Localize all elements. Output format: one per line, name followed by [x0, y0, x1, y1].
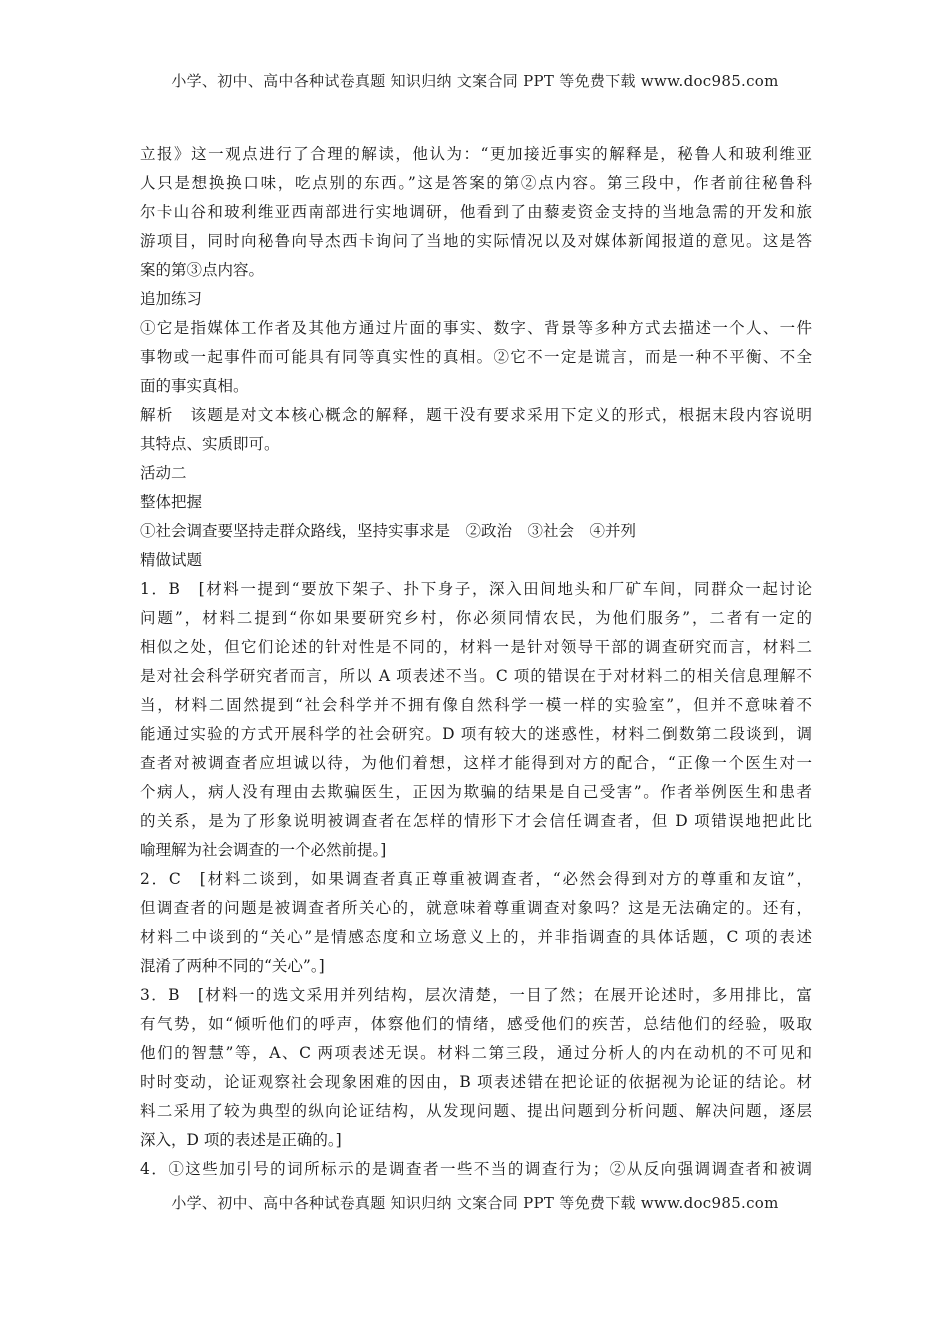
section-heading: 整体把握	[140, 493, 203, 511]
text-line: 事物或一起事件而可能具有同等真实性的真相。②它不一定是谎言，而是一种不平衡、不全	[140, 348, 812, 366]
text-line: 时时变动，论证观察社会现象困难的因由，B 项表述错在把论证的依据视为论证的结论。材	[140, 1073, 812, 1091]
text-line: 立报》这一观点进行了合理的解读，他认为：“更加接近事实的解释是，秘鲁人和玻利维亚	[140, 145, 812, 163]
text-line: 相似之处，但它们论述的针对性是不同的，材料一是针对领导干部的调查研究而言，材料二	[140, 638, 812, 656]
text-line: 有气势，如“倾听他们的呼声，体察他们的情绪，感受他们的疾苦，总结他们的经验，吸取	[140, 1015, 812, 1033]
text-line: 但调查者的问题是被调查者所关心的，就意味着尊重调查对象吗？这是无法确定的。还有，	[140, 899, 812, 917]
text-line: 他们的智慧”等，A、C 两项表述无误。材料二第三段，通过分析人的内在动机的不可见和	[140, 1044, 812, 1062]
text-line: 材料二中谈到的“关心”是情感态度和立场意义上的，并非指调查的具体话题，C 项的表述	[140, 928, 812, 946]
text-line: 游项目，同时向秘鲁向导杰西卡询问了当地的实际情况以及对媒体新闻报道的意见。这是答	[140, 232, 812, 250]
text-line: 面的事实真相。	[140, 377, 249, 395]
text-line: 3．B [材料一的选文采用并列结构，层次清楚，一目了然；在展开论述时，多用排比，富	[140, 986, 812, 1004]
text-line: 喻理解为社会调查的一个必然前提。]	[140, 841, 387, 859]
text-line: 4．①这些加引号的词所标示的是调查者一些不当的调查行为；②从反向强调调查者和被调	[140, 1160, 812, 1178]
section-heading: 追加练习	[140, 290, 203, 308]
text-line: 能通过实验的方式开展科学的社会研究。D 项有较大的迷惑性，材料二倒数第二段谈到，调	[140, 725, 812, 743]
text-line: 是对社会科学研究者而言，所以 A 项表述不当。C 项的错误在于对材料二的相关信息理解不	[140, 667, 812, 685]
page-header: 小学、初中、高中各种试卷真题 知识归纳 文案合同 PPT 等免费下载 www.doc985.com	[171, 72, 779, 90]
text-line: 个病人，病人没有理由去欺骗医生，正因为欺骗的结果是自己受害”。作者举例医生和患者	[140, 783, 812, 801]
text-line: 混淆了两种不同的“关心”。]	[140, 957, 325, 975]
text-line: 查者对被调查者应坦诚以待，为他们着想，这样才能得到对方的配合，“正像一个医生对一	[140, 754, 812, 772]
text-line: 案的第③点内容。	[140, 261, 265, 279]
text-line: 2．C [材料二谈到，如果调查者真正尊重被调查者，“必然会得到对方的尊重和友谊”，	[140, 870, 812, 888]
document-body	[140, 140, 812, 1184]
section-heading: 精做试题	[140, 551, 203, 569]
text-line: ①它是指媒体工作者及其他方通过片面的事实、数字、背景等多种方式去描述一个人、一件	[140, 319, 812, 337]
section-heading: 活动二	[140, 464, 187, 482]
page-footer: 小学、初中、高中各种试卷真题 知识归纳 文案合同 PPT 等免费下载 www.doc985.com	[171, 1194, 779, 1212]
text-line: ①社会调查要坚持走群众路线，坚持实事求是 ②政治 ③社会 ④并列	[140, 522, 637, 540]
text-line: 人只是想换换口味，吃点别的东西。”这是答案的第②点内容。第三段中，作者前往秘鲁科	[140, 174, 812, 192]
text-line: 解析 该题是对文本核心概念的解释，题干没有要求采用下定义的形式，根据末段内容说明	[140, 406, 812, 424]
text-line: 当，材料二固然提到“社会科学并不拥有像自然科学一模一样的实验室”，但并不意味着不	[140, 696, 812, 714]
text-line: 的关系，是为了形象说明被调查者在怎样的情形下才会信任调查者，但 D 项错误地把此比	[140, 812, 812, 830]
text-line: 问题”，材料二提到“你如果要研究乡村，你必须同情农民，为他们服务”，二者有一定的	[140, 609, 812, 627]
text-line: 其特点、实质即可。	[140, 435, 280, 453]
text-line: 尔卡山谷和玻利维亚西南部进行实地调研，他看到了由藜麦资金支持的当地急需的开发和旅	[140, 203, 812, 221]
text-line: 深入，D 项的表述是正确的。]	[140, 1131, 342, 1149]
text-line: 料二采用了较为典型的纵向论证结构，从发现问题、提出问题到分析问题、解决问题，逐层	[140, 1102, 812, 1120]
text-line: 1．B [材料一提到“要放下架子、扑下身子，深入田间地头和厂矿车间，同群众一起讨论	[140, 580, 812, 598]
